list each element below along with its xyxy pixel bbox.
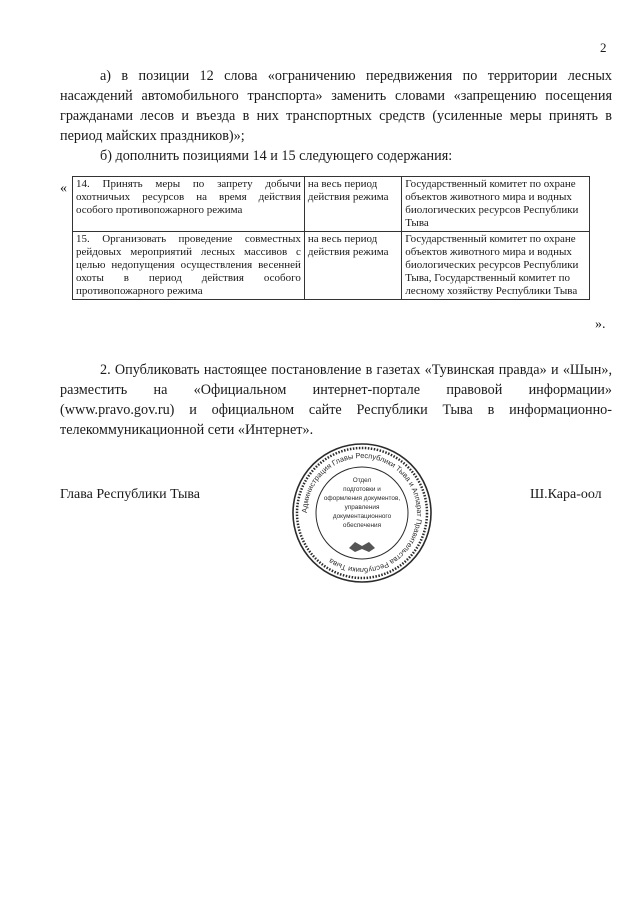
paragraph-2: 2. Опубликовать настоящее постановление в газетах «Тувинская правда» и «Шын», разместить на «Официальном интернет-портале правовой информации» (www.pravo.gov.ru) и официальном сайте Республики Тыва в информационно-телекоммуникационной сети «Интернет». xyxy=(60,362,612,438)
measure-cell: 14. Принять меры по запрету добычи охотничьих ресурсов на время действия особого противопожарного режима xyxy=(73,177,305,232)
signatory-title: Глава Республики Тыва xyxy=(60,487,201,502)
quote-open: « xyxy=(60,181,67,196)
table-row xyxy=(73,232,590,300)
seal-ring-text: Администрация Главы Республики Тыва и Аппарат Правительства Республики Тыва xyxy=(299,450,425,576)
svg-text:документационного: документационного xyxy=(332,513,392,520)
svg-text:Отдел: Отдел xyxy=(352,477,372,484)
table-row xyxy=(73,177,590,232)
svg-text:оформления документов,: оформления документов, xyxy=(323,495,401,502)
quote-close: ». xyxy=(595,317,606,332)
period-cell: на весь период действия режима xyxy=(304,177,401,232)
responsible-cell: Государственный комитет по охране объектов животного мира и водных биологических ресурсов Республики Тыва, Государственный комитет по лесному хозяйству Республики Тыва xyxy=(402,232,590,300)
paragraph-a: а) в позиции 12 слова «ограничению передвижения по территории лесных насаждений автомобильного транспорта» заменить словами «запрещению посещения гражданами лесов и въезда в них транспортных средств (усиленные меры принять в период майских праздников)»; xyxy=(60,68,612,144)
measure-cell: 15. Организовать проведение совместных рейдовых мероприятий лесных массивов с целью недопущения осуществления весенней охоты в период действия особого противопожарного режима xyxy=(73,232,305,300)
signatory-name: Ш.Кара-оол xyxy=(530,487,602,502)
amendment-table xyxy=(72,176,590,300)
svg-text:управления: управления xyxy=(344,504,380,511)
page-number: 2 xyxy=(600,40,607,55)
svg-text:обеспечения: обеспечения xyxy=(342,522,382,529)
paragraph-b: б) дополнить позициями 14 и 15 следующего содержания: xyxy=(100,148,453,164)
seal-center-text xyxy=(324,477,400,529)
official-seal xyxy=(291,442,433,584)
seal-emblem-icon xyxy=(349,542,375,552)
responsible-cell: Государственный комитет по охране объектов животного мира и водных биологических ресурсов Республики Тыва xyxy=(402,177,590,232)
period-cell: на весь период действия режима xyxy=(304,232,401,300)
svg-text:подготовки и: подготовки и xyxy=(343,486,381,493)
